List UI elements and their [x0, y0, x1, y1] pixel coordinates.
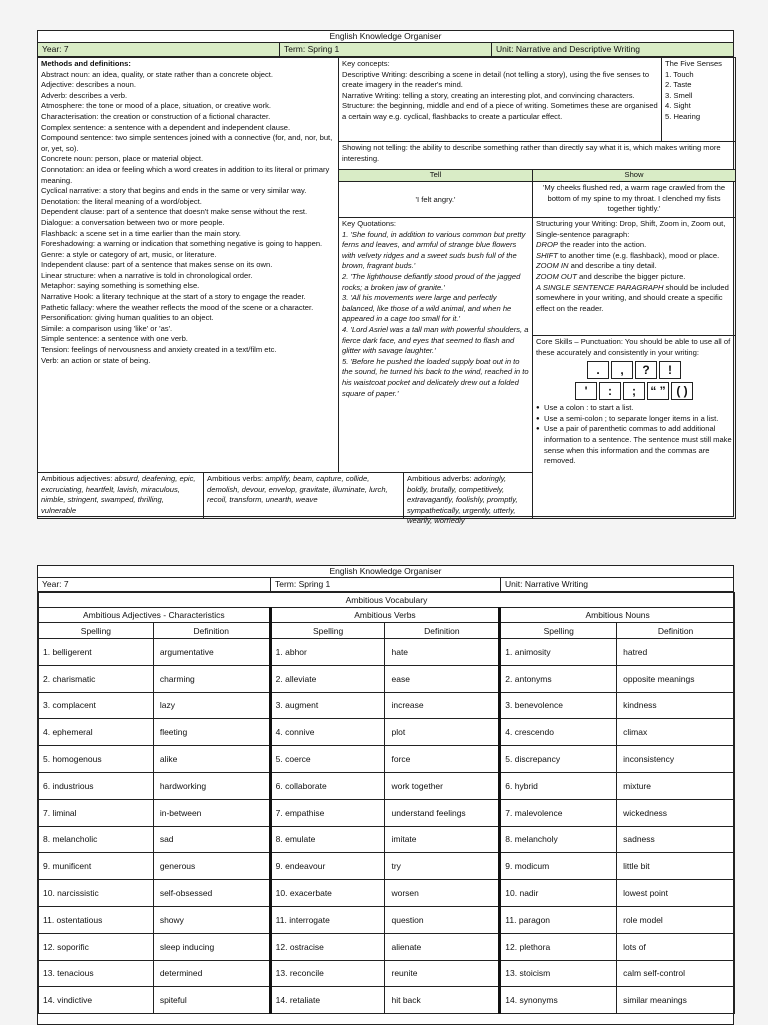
definition-cell: self-obsessed: [153, 880, 270, 907]
definition-cell: work together: [385, 772, 500, 799]
five-senses: [661, 57, 736, 142]
definition-item: Narrative Hook: a literary technique at the start of a story to engage the reader.: [41, 292, 306, 302]
definition-cell: opposite meanings: [617, 665, 735, 692]
definition-item: Foreshadowing: a warning or indication that something negative is going to happen.: [41, 239, 323, 249]
spelling-cell: 5. coerce: [270, 746, 385, 773]
definition-item: Abstract noun: an idea, quality, or state rather than a concrete object.: [41, 69, 274, 79]
table-row: [39, 639, 735, 666]
ambitious-adverbs: [403, 472, 533, 526]
quotations-list: [342, 230, 529, 400]
sheet2-unit: Unit: Narrative Writing: [505, 579, 588, 589]
spelling-cell: 7. liminal: [39, 799, 154, 826]
knowledge-organiser-2: [37, 565, 734, 1025]
spelling-cell: 12. soporific: [39, 933, 154, 960]
vocabulary-body: [39, 639, 735, 1014]
sheet1-unit: Unit: Narrative and Descriptive Writing: [496, 44, 640, 54]
definition-cell: charming: [153, 665, 270, 692]
sense-item: 1. Touch: [665, 69, 694, 79]
verbs-text: amplify, beam, capture, collide, demolish, devour, envelop, gravitate, illuminate, lurch, recoil, transform, unearth, weave: [207, 474, 388, 505]
show-not-tell-text: Showing not telling: the ability to describe something rather than directly say what it is, which makes writing more interesting.: [342, 143, 721, 163]
table-row: [39, 960, 735, 987]
definition-cell: hit back: [385, 987, 500, 1014]
definition-cell: inconsistency: [617, 746, 735, 773]
definition-cell: determined: [153, 960, 270, 987]
definition-cell: kindness: [617, 692, 735, 719]
definition-item: Characterisation: the creation or construction of a fictional character.: [41, 111, 271, 121]
sheet2-info-bar: [38, 578, 733, 592]
definition-item: Connotation: an idea or feeling which a word creates in addition to its literal or primary meaning.: [41, 164, 330, 185]
spelling-cell: 10. nadir: [500, 880, 617, 907]
table-row: [39, 746, 735, 773]
definition-item: Personification: giving human qualities to an object.: [41, 313, 214, 323]
definition-cell: alienate: [385, 933, 500, 960]
group-nouns: Ambitious Nouns: [500, 608, 735, 623]
spelling-cell: 12. plethora: [500, 933, 617, 960]
definition-cell: calm self-control: [617, 960, 735, 987]
show-example-text: 'My cheeks flushed red, a warm rage crawled from the bottom of my spine to my throat. I clenched my fists together tightly.': [542, 183, 726, 214]
spelling-cell: 6. hybrid: [500, 772, 617, 799]
show-example: [532, 181, 736, 218]
adjectives-text: absurd, deafening, epic, excruciating, heartfelt, lavish, miraculous, nimble, stringent, swamped, thrilling, vulnerable: [41, 474, 196, 515]
spelling-cell: 13. stoicism: [500, 960, 617, 987]
core-bullet: ● Use a semi-colon ; to separate longer items in a list.: [536, 414, 732, 425]
core-bullet: ● Use a colon : to start a list.: [536, 403, 732, 414]
definition-item: Denotation: the literal meaning of a word/object.: [41, 196, 202, 206]
spelling-cell: 13. reconcile: [270, 960, 385, 987]
spelling-cell: 1. animosity: [500, 639, 617, 666]
methods-list: [41, 70, 335, 367]
sheet1-title: English Knowledge Organiser: [38, 31, 733, 43]
spelling-cell: 7. empathise: [270, 799, 385, 826]
spelling-cell: 12. ostracise: [270, 933, 385, 960]
table-row: [39, 906, 735, 933]
table-row: [39, 772, 735, 799]
col-spelling: Spelling: [39, 623, 154, 639]
spelling-cell: 1. abhor: [270, 639, 385, 666]
definition-cell: sad: [153, 826, 270, 853]
spelling-cell: 8. melancholy: [500, 826, 617, 853]
table-row: [39, 692, 735, 719]
quotation-item: 1. 'She found, in addition to various common but pretty ferns and leaves, and armful of strange blue flowers with velvety ridges and a sweet suds bush full of the brown, fragrant buds.': [342, 229, 526, 271]
col-spelling: Spelling: [270, 623, 385, 639]
definition-cell: sleep inducing: [153, 933, 270, 960]
definition-cell: wickedness: [617, 799, 735, 826]
sheet1-info-bar: [38, 43, 733, 57]
definition-cell: force: [385, 746, 500, 773]
spelling-cell: 3. augment: [270, 692, 385, 719]
sense-item: 4. Sight: [665, 101, 691, 111]
table-row: [39, 853, 735, 880]
definition-cell: mixture: [617, 772, 735, 799]
quotation-item: 2. 'The lighthouse defiantly stood proud of the jagged rocks; a broken jaw of granite.': [342, 271, 521, 292]
spelling-cell: 11. ostentatious: [39, 906, 154, 933]
spelling-cell: 6. industrious: [39, 772, 154, 799]
group-adjectives: Ambitious Adjectives - Characteristics: [39, 608, 271, 623]
sense-item: 3. Smell: [665, 90, 693, 100]
definition-cell: reunite: [385, 960, 500, 987]
quotation-item: 5. 'Before he pushed the loaded supply boat out in to the sound, he turned his back to the wind, reached in to his waistcoat pocket and delicately drew out a folded square of paper.': [342, 356, 529, 398]
definition-item: Dependent clause: part of a sentence that doesn't make sense without the rest.: [41, 207, 308, 217]
zoom-out-keyword: ZOOM OUT: [536, 271, 577, 281]
core-heading: Core Skills – Punctuation: You should be able to use all of these accurately and consistently in your writing:: [536, 337, 731, 357]
spelling-cell: 3. complacent: [39, 692, 154, 719]
definition-item: Adverb: describes a verb.: [41, 90, 128, 100]
table-row: [39, 987, 735, 1014]
spelling-cell: 14. retaliate: [270, 987, 385, 1014]
definition-item: Atmosphere: the tone or mood of a place, situation, or creative work.: [41, 101, 272, 111]
ambitious-adjectives: [37, 472, 204, 519]
concepts-list: [342, 70, 658, 123]
methods-definitions: [37, 57, 339, 473]
definition-item: Dialogue: a conversation between two or more people.: [41, 217, 225, 227]
definition-cell: hatred: [617, 639, 735, 666]
table-row: [39, 665, 735, 692]
table-row: [39, 826, 735, 853]
definition-cell: argumentative: [153, 639, 270, 666]
punctuation-mark: ;: [623, 382, 645, 400]
ssp-text: should be included somewhere in your writing, and should create a specific effect on the reader.: [536, 282, 729, 313]
spelling-cell: 9. munificent: [39, 853, 154, 880]
definition-cell: climax: [617, 719, 735, 746]
table-row: [39, 719, 735, 746]
spelling-cell: 14. vindictive: [39, 987, 154, 1014]
spelling-cell: 5. homogenous: [39, 746, 154, 773]
spelling-cell: 4. connive: [270, 719, 385, 746]
punctuation-mark: ': [575, 382, 597, 400]
core-bullets: [536, 403, 732, 467]
sheet2-term: Term: Spring 1: [271, 578, 501, 591]
senses-list: [665, 70, 732, 123]
knowledge-organiser-1: [37, 30, 734, 526]
spelling-cell: 9. endeavour: [270, 853, 385, 880]
spelling-cell: 2. antonyms: [500, 665, 617, 692]
adjectives-label: Ambitious adjectives:: [41, 474, 113, 483]
definition-cell: spiteful: [153, 987, 270, 1014]
definition-cell: fleeting: [153, 719, 270, 746]
definition-cell: hardworking: [153, 772, 270, 799]
col-spelling: Spelling: [500, 623, 617, 639]
table-row: [39, 933, 735, 960]
spelling-cell: 8. melancholic: [39, 826, 154, 853]
definition-cell: little bit: [617, 853, 735, 880]
zoom-in-text: and describe a tiny detail.: [568, 261, 657, 271]
sheet1-term: Term: Spring 1: [280, 43, 492, 56]
definition-cell: question: [385, 906, 500, 933]
definition-cell: in-between: [153, 799, 270, 826]
verbs-label: Ambitious verbs:: [207, 474, 264, 483]
show-not-tell: [338, 141, 736, 170]
structuring-writing: [532, 217, 736, 336]
core-skills-punctuation: [532, 335, 736, 519]
definition-cell: showy: [153, 906, 270, 933]
sheet2-title: English Knowledge Organiser: [38, 566, 733, 578]
spelling-cell: 2. alleviate: [270, 665, 385, 692]
definition-cell: sadness: [617, 826, 735, 853]
definition-cell: imitate: [385, 826, 500, 853]
spelling-cell: 10. exacerbate: [270, 880, 385, 907]
spelling-cell: 4. ephemeral: [39, 719, 154, 746]
methods-heading: Methods and definitions:: [41, 59, 131, 68]
definition-item: Linear structure: when a narrative is told in chronological order.: [41, 270, 253, 280]
ssp-keyword: A SINGLE SENTENCE PARAGRAPH: [536, 282, 664, 292]
sheet2-year: Year: 7: [38, 578, 271, 591]
table-row: [39, 880, 735, 907]
definition-cell: lots of: [617, 933, 735, 960]
concept-item: Structure: the beginning, middle and end of a piece of writing. Sometimes these are organised a certain way e.g. cyclical, flashbacks to create a particular effect.: [342, 101, 658, 121]
zoom-out-text: and describe the bigger picture.: [576, 271, 686, 281]
key-quotations: [338, 217, 533, 473]
col-definition: Definition: [617, 623, 735, 639]
tell-example: [338, 181, 533, 218]
punctuation-mark: ?: [635, 361, 657, 379]
definition-cell: worsen: [385, 880, 500, 907]
spelling-cell: 4. crescendo: [500, 719, 617, 746]
spelling-cell: 10. narcissistic: [39, 880, 154, 907]
sense-item: 5. Hearing: [665, 111, 701, 121]
adverbs-text: adoringly, boldly, brutally, competitively, extravagantly, foolishly, promptly, sympathetically, urgently, utterly, wearily, worriedly: [407, 474, 518, 526]
definition-cell: alike: [153, 746, 270, 773]
spelling-cell: 3. benevolence: [500, 692, 617, 719]
spelling-cell: 5. discrepancy: [500, 746, 617, 773]
ambitious-verbs: [203, 472, 404, 519]
show-header: Show: [532, 169, 736, 182]
punctuation-mark: !: [659, 361, 681, 379]
definition-item: Simple sentence: a sentence with one verb.: [41, 334, 188, 344]
punctuation-mark: ( ): [671, 382, 693, 400]
spelling-cell: 8. emulate: [270, 826, 385, 853]
definition-item: Complex sentence: a sentence with a dependent and independent clause.: [41, 122, 291, 132]
definition-item: Cyclical narrative: a story that begins and ends in the same or very similar way.: [41, 186, 307, 196]
punctuation-mark: ,: [611, 361, 633, 379]
vocabulary-table: [38, 592, 735, 1014]
shift-keyword: SHIFT: [536, 250, 558, 260]
definition-item: Verb: an action or state of being.: [41, 355, 151, 365]
drop-keyword: DROP: [536, 240, 558, 250]
spelling-cell: 2. charismatic: [39, 665, 154, 692]
tell-header: Tell: [338, 169, 533, 182]
punctuation-mark: “ ”: [647, 382, 669, 400]
punctuation-row-1: [536, 361, 732, 379]
sheet1-year: Year: 7: [38, 43, 280, 56]
concept-item: Descriptive Writing: describing a scene in detail (not telling a story), using the five senses to create imagery in the reader's mind.: [342, 69, 650, 90]
concept-item: Narrative Writing: telling a story, creating an interesting plot, and convincing characters.: [342, 90, 635, 100]
quotation-item: 3. 'All his movements were large and perfectly balanced, like those of a wild animal, and when he appeared in a cage too small for it.': [342, 293, 512, 324]
group-verbs: Ambitious Verbs: [270, 608, 500, 623]
sense-item: 2. Taste: [665, 80, 692, 90]
structuring-intro: Structuring your Writing: Drop, Shift, Zoom in, Zoom out, Single-sentence paragraph:: [536, 219, 726, 239]
definition-cell: understand feelings: [385, 799, 500, 826]
definition-cell: lowest point: [617, 880, 735, 907]
definition-item: Compound sentence: two simple sentences joined with a connective (for, and, nor, but, or, yet, so).: [41, 133, 333, 153]
core-bullet: ● Use a pair of parenthetic commas to add additional information to a sentence. The sentence must still make sense when this information and the commas are removed.: [536, 424, 732, 466]
definition-cell: increase: [385, 692, 500, 719]
zoom-in-keyword: ZOOM IN: [536, 261, 569, 271]
senses-heading: The Five Senses: [665, 59, 722, 68]
tell-example-text: 'I felt angry.': [415, 195, 456, 204]
spelling-cell: 11. paragon: [500, 906, 617, 933]
punctuation-mark: :: [599, 382, 621, 400]
definition-item: Flashback: a scene set in a time earlier than the main story.: [41, 228, 241, 238]
quotations-heading: Key Quotations:: [342, 219, 397, 228]
punctuation-mark: .: [587, 361, 609, 379]
definition-cell: plot: [385, 719, 500, 746]
definition-cell: ease: [385, 665, 500, 692]
drop-text: the reader into the action.: [557, 240, 647, 250]
table-row: [39, 799, 735, 826]
spelling-cell: 13. tenacious: [39, 960, 154, 987]
adverbs-label: Ambitious adverbs:: [407, 474, 472, 483]
punctuation-row-2: [536, 382, 732, 400]
definition-item: Genre: a style or category of art, music, or literature.: [41, 249, 217, 259]
col-definition: Definition: [385, 623, 500, 639]
key-concepts: [338, 57, 662, 142]
vocab-title: Ambitious Vocabulary: [39, 593, 735, 608]
quotation-item: 4. 'Lord Asriel was a tall man with powerful shoulders, a fierce dark face, and eyes that seemed to flash and glitter with savage laughter.': [342, 324, 529, 356]
spelling-cell: 9. modicum: [500, 853, 617, 880]
definition-cell: lazy: [153, 692, 270, 719]
definition-cell: role model: [617, 906, 735, 933]
spelling-cell: 14. synonyms: [500, 987, 617, 1014]
definition-item: Metaphor: saying something is something else.: [41, 281, 200, 291]
spelling-cell: 7. malevolence: [500, 799, 617, 826]
shift-text: to another time (e.g. flashback), mood or place.: [557, 250, 720, 260]
definition-item: Concrete noun: person, place or material object.: [41, 154, 204, 164]
spelling-cell: 6. collaborate: [270, 772, 385, 799]
definition-cell: generous: [153, 853, 270, 880]
definition-cell: try: [385, 853, 500, 880]
definition-cell: hate: [385, 639, 500, 666]
col-definition: Definition: [153, 623, 270, 639]
spelling-cell: 1. belligerent: [39, 639, 154, 666]
definition-item: Independent clause: part of a sentence that makes sense on its own.: [41, 260, 273, 270]
definition-cell: similar meanings: [617, 987, 735, 1014]
definition-item: Pathetic fallacy: where the weather reflects the mood of the scene or a character.: [41, 302, 314, 312]
concepts-heading: Key concepts:: [342, 59, 390, 68]
spelling-cell: 11. interrogate: [270, 906, 385, 933]
definition-item: Adjective: describes a noun.: [41, 80, 136, 90]
definition-item: Tension: feelings of nervousness and anxiety created in a text/film etc.: [41, 345, 277, 355]
definition-item: Simile: a comparison using 'like' or 'as'.: [41, 323, 173, 333]
